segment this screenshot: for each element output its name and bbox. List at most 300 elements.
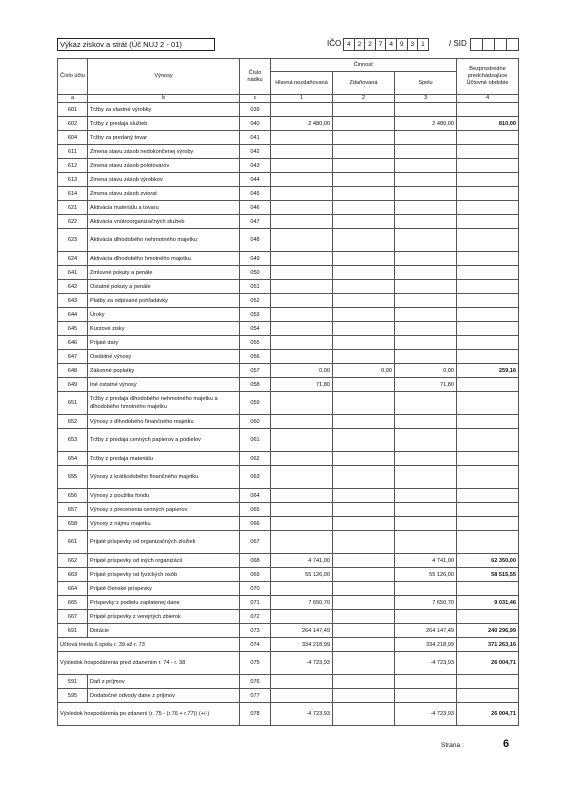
line-number: 043 (240, 159, 271, 173)
value-cell-col4 (457, 201, 519, 215)
table-row (58, 596, 519, 610)
income-statement-table (57, 58, 519, 726)
value-cell-col4 (457, 252, 519, 266)
value-cell-col1: -4 723,93 (271, 652, 333, 675)
account-number: 642 (58, 280, 88, 294)
account-name: Zmena stavu zásob polotovarov (88, 159, 240, 173)
account-number: 651 (58, 392, 88, 415)
account-number: 648 (58, 364, 88, 378)
summary-row (58, 703, 519, 726)
account-number: 652 (58, 415, 88, 429)
value-cell-col4 (457, 336, 519, 350)
value-cell-col2: 0,00 (333, 364, 395, 378)
value-cell-col3 (395, 452, 457, 466)
value-cell-col2 (333, 517, 395, 531)
table-row (58, 610, 519, 624)
table-row (58, 308, 519, 322)
table-row (58, 322, 519, 336)
value-cell-col3: 4 741,00 (395, 554, 457, 568)
account-number: 611 (58, 145, 88, 159)
value-cell-col3 (395, 308, 457, 322)
table-row (58, 117, 519, 131)
line-number: 050 (240, 266, 271, 280)
line-number: 059 (240, 392, 271, 415)
account-number: 647 (58, 350, 88, 364)
table-row (58, 187, 519, 201)
account-number: 622 (58, 215, 88, 229)
line-number: 058 (240, 378, 271, 392)
value-cell-col1 (271, 610, 333, 624)
value-cell-col3: -4 723,93 (395, 703, 457, 726)
value-cell-col2 (333, 675, 395, 689)
account-name: Výnosy z použitia fondu (88, 489, 240, 503)
line-number: 068 (240, 554, 271, 568)
col-cinnost-header: Činnosť (271, 59, 457, 72)
account-name: Aktivácia dlhodobého nehmotného majetku (88, 229, 240, 252)
value-cell-col2 (333, 308, 395, 322)
value-cell-col2 (333, 145, 395, 159)
value-cell-col3 (395, 489, 457, 503)
sid-cell (507, 38, 519, 51)
account-name: Prijaté príspevky od organizačných zložiek (88, 531, 240, 554)
value-cell-col1 (271, 201, 333, 215)
value-cell-col4 (457, 229, 519, 252)
value-cell-col3 (395, 610, 457, 624)
line-number: 055 (240, 336, 271, 350)
value-cell-col2 (333, 531, 395, 554)
value-cell-col1 (271, 280, 333, 294)
line-number: 067 (240, 531, 271, 554)
value-cell-col3 (395, 531, 457, 554)
value-cell-col1: -4 723,93 (271, 703, 333, 726)
value-cell-col1: 4 741,00 (271, 554, 333, 568)
col-letter: b (88, 95, 240, 103)
table-row (58, 568, 519, 582)
value-cell-col4 (457, 308, 519, 322)
value-cell-col4 (457, 103, 519, 117)
table-row (58, 531, 519, 554)
line-number: 047 (240, 215, 271, 229)
account-number: 623 (58, 229, 88, 252)
ico-label: IČO (327, 39, 342, 48)
line-number: 052 (240, 294, 271, 308)
value-cell-col3 (395, 503, 457, 517)
value-cell-col4: 371 263,16 (457, 638, 519, 652)
line-number: 048 (240, 229, 271, 252)
line-number: 074 (240, 638, 271, 652)
value-cell-col1 (271, 266, 333, 280)
account-number: 663 (58, 568, 88, 582)
summary-label: Výsledok hospodárenia po zdanení (r. 75 - (r.76 + r.77)) (+/-) (58, 703, 240, 726)
value-cell-col1 (271, 322, 333, 336)
value-cell-col3 (395, 229, 457, 252)
report-title: Výkaz ziskov a strát (Úč NUJ 2 - 01) (57, 38, 215, 51)
account-number: 664 (58, 582, 88, 596)
line-number: 057 (240, 364, 271, 378)
account-name: Daň z príjmov (88, 675, 240, 689)
table-row (58, 266, 519, 280)
value-cell-col3: 7 650,70 (395, 596, 457, 610)
table-row (58, 415, 519, 429)
account-number: 604 (58, 131, 88, 145)
value-cell-col2 (333, 489, 395, 503)
value-cell-col2 (333, 159, 395, 173)
account-name: Prijaté príspevky od iných organizácií (88, 554, 240, 568)
value-cell-col3 (395, 415, 457, 429)
value-cell-col1 (271, 350, 333, 364)
col-letter: 1 (271, 95, 333, 103)
value-cell-col4 (457, 392, 519, 415)
account-number: 643 (58, 294, 88, 308)
account-number: 613 (58, 173, 88, 187)
account-name: Prijaté dary (88, 336, 240, 350)
table-row (58, 378, 519, 392)
value-cell-col1 (271, 503, 333, 517)
col-letter: c (240, 95, 271, 103)
value-cell-col1 (271, 336, 333, 350)
col-letter: a (58, 95, 88, 103)
value-cell-col2 (333, 568, 395, 582)
value-cell-col4: 62 350,00 (457, 554, 519, 568)
account-name: Dotácie (88, 624, 240, 638)
report-header (57, 38, 518, 52)
account-name: Tržby z predaja služieb (88, 117, 240, 131)
value-cell-col2 (333, 624, 395, 638)
table-row (58, 582, 519, 596)
account-name: Zmena stavu zásob výrobkov (88, 173, 240, 187)
table-row (58, 689, 519, 703)
line-number: 041 (240, 131, 271, 145)
value-cell-col3 (395, 336, 457, 350)
account-name: Zmena stavu zásob nedokončenej výroby (88, 145, 240, 159)
ico-digit: 7 (376, 38, 387, 51)
account-number: 612 (58, 159, 88, 173)
value-cell-col4 (457, 452, 519, 466)
table-row (58, 452, 519, 466)
ico-digit: 4 (343, 38, 355, 51)
value-cell-col1 (271, 429, 333, 452)
value-cell-col4: 26 004,71 (457, 703, 519, 726)
account-name: Platby za odpísané pohľadávky (88, 294, 240, 308)
value-cell-col2 (333, 103, 395, 117)
account-name: Zákonné poplatky (88, 364, 240, 378)
value-cell-col3: -4 723,93 (395, 652, 457, 675)
line-number: 077 (240, 689, 271, 703)
value-cell-col3 (395, 392, 457, 415)
value-cell-col3: 334 218,99 (395, 638, 457, 652)
summary-row (58, 638, 519, 652)
account-name: Iné ostatné výnosy (88, 378, 240, 392)
value-cell-col2 (333, 596, 395, 610)
ico-digit: 9 (397, 38, 408, 51)
value-cell-col3 (395, 145, 457, 159)
account-number: 645 (58, 322, 88, 336)
value-cell-col2 (333, 117, 395, 131)
value-cell-col2 (333, 280, 395, 294)
value-cell-col1 (271, 252, 333, 266)
line-number: 066 (240, 517, 271, 531)
line-number: 044 (240, 173, 271, 187)
ico-digit: 2 (365, 38, 376, 51)
sid-cell (483, 38, 495, 51)
table-row (58, 159, 519, 173)
account-name: Ostatné pokuty a penále (88, 280, 240, 294)
ico-digit: 3 (408, 38, 419, 51)
value-cell-col4 (457, 145, 519, 159)
value-cell-col1 (271, 517, 333, 531)
value-cell-col2 (333, 392, 395, 415)
value-cell-col2 (333, 229, 395, 252)
summary-label: Výsledok hospodárenia pred zdanením r. 74 - r. 38 (58, 652, 240, 675)
table-row (58, 252, 519, 266)
value-cell-col3 (395, 215, 457, 229)
account-number: 641 (58, 266, 88, 280)
value-cell-col3 (395, 429, 457, 452)
account-number: 649 (58, 378, 88, 392)
account-name: Tržby za predaný tovar (88, 131, 240, 145)
value-cell-col1 (271, 531, 333, 554)
summary-label: Účtová trieda 6 spolu r. 39 až r. 73 (58, 638, 240, 652)
line-number: 070 (240, 582, 271, 596)
value-cell-col1: 55 126,00 (271, 568, 333, 582)
account-name: Úroky (88, 308, 240, 322)
account-number: 595 (58, 689, 88, 703)
value-cell-col1 (271, 215, 333, 229)
account-number: 653 (58, 429, 88, 452)
sid-cell (470, 38, 483, 51)
line-number: 073 (240, 624, 271, 638)
table-row (58, 350, 519, 364)
account-name: Príspevky z podielu zaplatenej dane (88, 596, 240, 610)
value-cell-col1 (271, 145, 333, 159)
account-name: Dodatočné odvody dane z príjmov (88, 689, 240, 703)
value-cell-col3 (395, 103, 457, 117)
account-name: Zmena stavu zásob zvierat (88, 187, 240, 201)
value-cell-col2 (333, 173, 395, 187)
summary-row (58, 652, 519, 675)
line-number: 049 (240, 252, 271, 266)
value-cell-col4 (457, 517, 519, 531)
line-number: 045 (240, 187, 271, 201)
account-number: 624 (58, 252, 88, 266)
account-number: 614 (58, 187, 88, 201)
value-cell-col3 (395, 187, 457, 201)
value-cell-col4: 26 004,71 (457, 652, 519, 675)
value-cell-col2 (333, 350, 395, 364)
account-number: 667 (58, 610, 88, 624)
value-cell-col3: 71,80 (395, 378, 457, 392)
table-row (58, 201, 519, 215)
value-cell-col1 (271, 392, 333, 415)
value-cell-col4: 240 296,99 (457, 624, 519, 638)
line-number: 039 (240, 103, 271, 117)
value-cell-col4 (457, 131, 519, 145)
account-number: 655 (58, 466, 88, 489)
value-cell-col2 (333, 415, 395, 429)
table-row (58, 392, 519, 415)
value-cell-col1 (271, 689, 333, 703)
line-number: 065 (240, 503, 271, 517)
value-cell-col3 (395, 201, 457, 215)
value-cell-col2 (333, 378, 395, 392)
value-cell-col3 (395, 294, 457, 308)
value-cell-col2 (333, 466, 395, 489)
line-number: 061 (240, 429, 271, 452)
account-number: 691 (58, 624, 88, 638)
account-number: 656 (58, 489, 88, 503)
account-name: Výnosy z dlhodobého finančného majetku (88, 415, 240, 429)
table-row (58, 229, 519, 252)
value-cell-col2 (333, 252, 395, 266)
account-name: Prijaté členské príspevky (88, 582, 240, 596)
account-name: Výnosy z precenenia cenných papierov (88, 503, 240, 517)
account-name: Prijaté príspevky od fyzických osôb (88, 568, 240, 582)
value-cell-col2 (333, 452, 395, 466)
value-cell-col3 (395, 173, 457, 187)
value-cell-col4 (457, 466, 519, 489)
account-name: Aktivácia materiálu a tovaru (88, 201, 240, 215)
value-cell-col2 (333, 610, 395, 624)
line-number: 042 (240, 145, 271, 159)
col-hlavna-header: Hlavná nezdaňovaná (271, 72, 333, 95)
value-cell-col4 (457, 429, 519, 452)
value-cell-col1 (271, 308, 333, 322)
table-row (58, 131, 519, 145)
value-cell-col4: 58 515,55 (457, 568, 519, 582)
value-cell-col3 (395, 675, 457, 689)
col-letter: 4 (457, 95, 519, 103)
account-number: 658 (58, 517, 88, 531)
value-cell-col2 (333, 582, 395, 596)
col-line-header: Číslo riadku (240, 59, 271, 95)
value-cell-col1: 334 218,99 (271, 638, 333, 652)
value-cell-col4 (457, 294, 519, 308)
col-letter: 2 (333, 95, 395, 103)
sid-cell (495, 38, 507, 51)
value-cell-col1 (271, 131, 333, 145)
ico-field (343, 38, 429, 51)
line-number: 054 (240, 322, 271, 336)
value-cell-col2 (333, 294, 395, 308)
table-row (58, 336, 519, 350)
value-cell-col2 (333, 503, 395, 517)
account-name: Aktivácia vnútroorganizačných služieb (88, 215, 240, 229)
value-cell-col1 (271, 173, 333, 187)
value-cell-col4 (457, 159, 519, 173)
value-cell-col1 (271, 452, 333, 466)
value-cell-col4 (457, 582, 519, 596)
account-name: Tržby za vlastné výrobky (88, 103, 240, 117)
value-cell-col3 (395, 131, 457, 145)
table-row (58, 554, 519, 568)
line-number: 056 (240, 350, 271, 364)
value-cell-col2 (333, 215, 395, 229)
col-prev-period-header: Bezprostredne predchádzajúce Účtovné obdobie (457, 59, 519, 95)
value-cell-col4 (457, 689, 519, 703)
page-number: 6 (503, 738, 510, 750)
account-name: Výnosy z krátkodobého finančného majetku (88, 466, 240, 489)
value-cell-col2 (333, 322, 395, 336)
line-number: 053 (240, 308, 271, 322)
account-name: Zmluvné pokuty a penále (88, 266, 240, 280)
ico-digit: 4 (386, 38, 397, 51)
value-cell-col2 (333, 187, 395, 201)
account-name: Tržby z predaja cenných papierov a podielov (88, 429, 240, 452)
value-cell-col4 (457, 531, 519, 554)
line-number: 060 (240, 415, 271, 429)
value-cell-col4 (457, 378, 519, 392)
value-cell-col4 (457, 173, 519, 187)
account-name: Výnosy z nájmu majetku (88, 517, 240, 531)
account-number: 665 (58, 596, 88, 610)
line-number: 040 (240, 117, 271, 131)
value-cell-col3: 0,00 (395, 364, 457, 378)
value-cell-col2 (333, 131, 395, 145)
line-number: 062 (240, 452, 271, 466)
page-label: Strana : (441, 742, 464, 749)
table-row (58, 103, 519, 117)
value-cell-col4 (457, 322, 519, 336)
sid-field (470, 38, 519, 51)
account-number: 646 (58, 336, 88, 350)
account-name: Osobitné výnosy (88, 350, 240, 364)
value-cell-col4 (457, 350, 519, 364)
value-cell-col1 (271, 415, 333, 429)
account-number: 662 (58, 554, 88, 568)
col-zdanovana-header: Zdaňovaná (333, 72, 395, 95)
line-number: 063 (240, 466, 271, 489)
account-number: 654 (58, 452, 88, 466)
value-cell-col4: 9 031,46 (457, 596, 519, 610)
account-number: 591 (58, 675, 88, 689)
value-cell-col4: 259,16 (457, 364, 519, 378)
table-row (58, 429, 519, 452)
value-cell-col3 (395, 280, 457, 294)
value-cell-col2 (333, 201, 395, 215)
value-cell-col1 (271, 582, 333, 596)
value-cell-col4 (457, 266, 519, 280)
value-cell-col1 (271, 229, 333, 252)
value-cell-col4 (457, 675, 519, 689)
line-number: 078 (240, 703, 271, 726)
value-cell-col4 (457, 503, 519, 517)
account-number: 644 (58, 308, 88, 322)
value-cell-col2 (333, 689, 395, 703)
value-cell-col2 (333, 703, 395, 726)
table-row (58, 466, 519, 489)
account-name: Tržby z predaja materiálu (88, 452, 240, 466)
table-row (58, 675, 519, 689)
value-cell-col3 (395, 322, 457, 336)
table-row (58, 624, 519, 638)
account-number: 601 (58, 103, 88, 117)
col-letter: 3 (395, 95, 457, 103)
col-acct-header: Číslo účtu (58, 59, 88, 95)
value-cell-col4 (457, 280, 519, 294)
value-cell-col4 (457, 610, 519, 624)
value-cell-col1: 2 480,00 (271, 117, 333, 131)
value-cell-col1 (271, 489, 333, 503)
table-row (58, 280, 519, 294)
value-cell-col1: 0,00 (271, 364, 333, 378)
line-number: 064 (240, 489, 271, 503)
table-row (58, 173, 519, 187)
value-cell-col3: 55 126,00 (395, 568, 457, 582)
col-name-header: Výnosy (88, 59, 240, 95)
account-name: Kurzové zisky (88, 322, 240, 336)
account-name: Prijaté príspevky z verejných zbierok (88, 610, 240, 624)
value-cell-col3 (395, 582, 457, 596)
